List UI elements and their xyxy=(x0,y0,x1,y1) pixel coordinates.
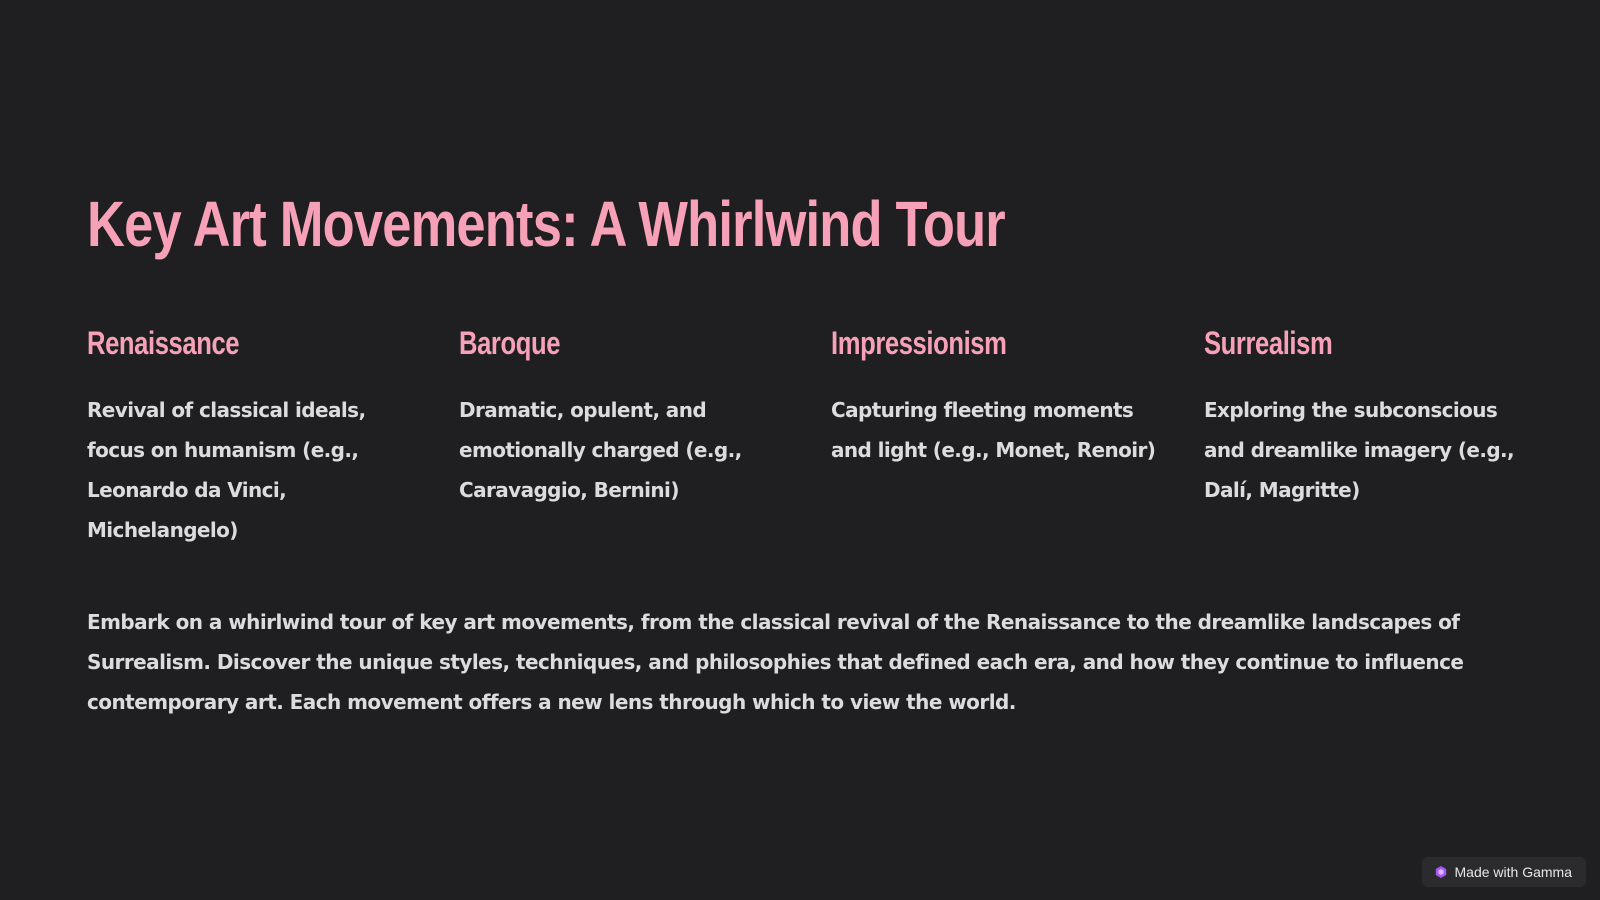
slide-title: Key Art Movements: A Whirlwind Tour xyxy=(87,188,1005,260)
movement-description: Exploring the subconscious and dreamlike imagery (e.g., Dalí, Magritte) xyxy=(1204,398,1515,502)
badge-label: Made with Gamma xyxy=(1454,864,1572,880)
movement-surrealism xyxy=(1204,322,1529,510)
movement-heading: Impressionism xyxy=(831,325,1007,361)
movement-description: Dramatic, opulent, and emotionally charged (e.g., Caravaggio, Bernini) xyxy=(459,398,742,502)
gamma-logo-icon xyxy=(1434,865,1448,879)
slide-summary: Embark on a whirlwind tour of key art movements, from the classical revival of the Renaissance to the dreamlike landscapes of Surrealism. Discover the unique styles, techniques, and philosophies that defined each era, and how they continue to influence contemporary art. Each movement offers a new lens through which to view the world. xyxy=(87,610,1464,714)
movement-description: Revival of classical ideals, focus on humanism (e.g., Leonardo da Vinci, Michelangelo) xyxy=(87,398,366,542)
made-with-gamma-badge[interactable] xyxy=(1422,857,1586,887)
movement-heading: Baroque xyxy=(459,325,561,361)
movement-heading: Renaissance xyxy=(87,325,240,361)
movement-baroque xyxy=(459,322,784,510)
movement-description: Capturing fleeting moments and light (e.g., Monet, Renoir) xyxy=(831,398,1156,462)
movement-impressionism xyxy=(831,322,1156,470)
movements-grid xyxy=(87,322,1517,552)
movement-heading: Surrealism xyxy=(1204,325,1333,361)
movement-renaissance xyxy=(87,322,412,550)
